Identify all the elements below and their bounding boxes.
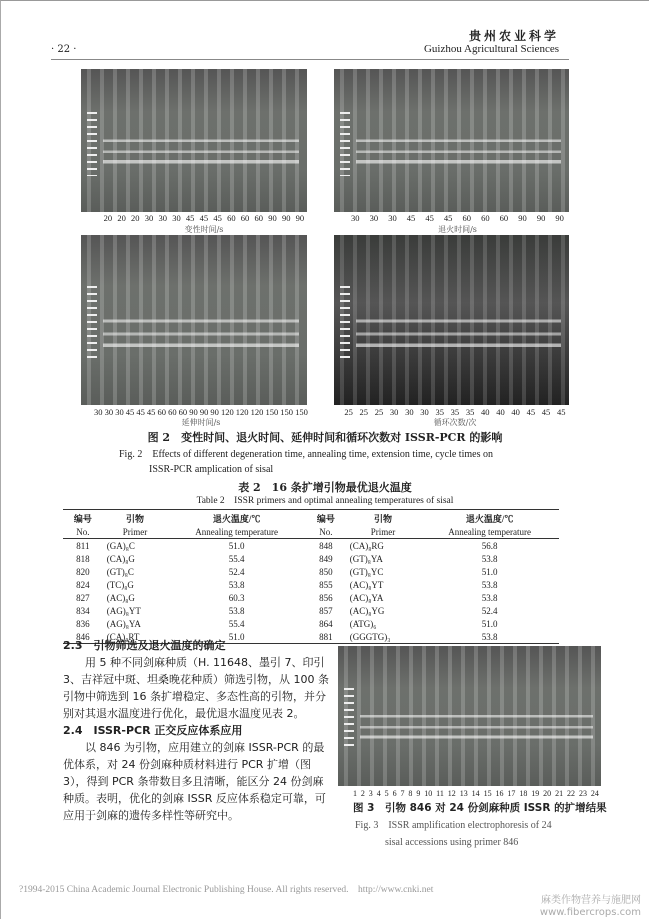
lane-label: 20 xyxy=(131,213,140,223)
lane-label: 90 xyxy=(281,213,291,223)
copyright-footer: ?1994-2015 China Academic Journal Electronic Publishing House. All rights reserved. http://www.cnki.net xyxy=(19,885,434,895)
section-2-4 xyxy=(63,722,333,824)
lane-label: 12 xyxy=(447,789,456,798)
lane-label: 40 xyxy=(481,407,490,417)
column-header-en: No. xyxy=(63,525,103,539)
lane-label: 60 xyxy=(254,213,264,223)
lane-label: 25 xyxy=(374,407,384,417)
lane-label: 150 xyxy=(295,407,308,417)
section-heading: 2.3 引物筛选及退火温度的确定 xyxy=(63,639,226,652)
lane-label: 7 xyxy=(400,789,405,798)
lane-label: 30 xyxy=(369,213,379,223)
lane-label: 45 xyxy=(146,407,156,417)
section-text: 以 846 为引物，应用建立的剑麻 ISSR-PCR 的最优体系，对 24 份剑麻种质材料进行 PCR 扩增（图 3），得到 PCR 条带数目多且清晰，能区分 24 份剑麻种质。表明，优化的剑麻 ISSR 反应体系稳定可靠，可应用于剑麻的遗传多样性等研究中。 xyxy=(63,741,326,822)
table-cell: 836 xyxy=(76,618,90,629)
lane-label: 60 xyxy=(462,213,471,223)
lane-labels xyxy=(101,213,307,223)
column-header-cn: 退火温度/℃ xyxy=(420,510,559,526)
lane-label: 8 xyxy=(408,789,413,798)
table-cell: 52.4 xyxy=(228,566,245,577)
fig3-caption-en: Fig. 3 ISSR amplification electrophoresis of 24 xyxy=(355,820,552,831)
table-cell: 881 xyxy=(306,630,346,644)
section-text: 用 5 种不同剑麻种质（H. 11648、墨引 7、印引 3、吉祥冠中斑、坦桑晚花种质）筛选引物，从 100 条引物中筛选到 16 条扩增稳定、多态性高的引物，并分别对其退水温度进行优化，最优退水温度见表 2。 xyxy=(63,656,329,720)
table-row xyxy=(63,578,559,591)
lane-label: 23 xyxy=(578,789,587,798)
axis-label: 变性时间/s xyxy=(184,225,224,234)
lane-label: 10 xyxy=(424,789,433,798)
lane-label: 30 xyxy=(172,213,181,223)
lane-label: 45 xyxy=(526,407,536,417)
table-cell: (GT)₈YA xyxy=(349,553,383,564)
lane-label: 17 xyxy=(507,789,516,798)
body-text xyxy=(63,637,333,824)
lane-label: 30 xyxy=(94,407,103,417)
table-cell: 55.4 xyxy=(228,618,245,629)
lane-label: 120 xyxy=(250,407,264,417)
table-cell: 855 xyxy=(319,579,333,590)
table-row xyxy=(63,604,559,617)
lane-label: 11 xyxy=(436,789,444,798)
lane-labels xyxy=(341,407,569,417)
lane-label: 1 xyxy=(352,789,357,798)
lane-label: 120 xyxy=(235,407,249,417)
lane-labels xyxy=(351,789,601,798)
lane-label: 60 xyxy=(178,407,188,417)
table-cell: 846 xyxy=(63,630,103,644)
lane-label: 4 xyxy=(376,789,381,798)
lane-label: 45 xyxy=(556,407,566,417)
gel-image-annealing xyxy=(334,69,569,212)
lane-label: 21 xyxy=(555,789,564,798)
journal-title-en: Guizhou Agricultural Sciences xyxy=(423,43,559,55)
lane-label: 3 xyxy=(368,789,373,798)
lane-label: 30 xyxy=(115,407,124,417)
table-cell: 53.8 xyxy=(481,579,498,590)
fig2-caption-cn: 图 2 变性时间、退火时间、延伸时间和循环次数对 ISSR-PCR 的影响 xyxy=(147,431,503,444)
lane-label: 14 xyxy=(471,789,480,798)
lane-label: 30 xyxy=(405,407,414,417)
lane-label: 5 xyxy=(384,789,389,798)
lane-label: 30 xyxy=(388,213,397,223)
table-cell: 53.8 xyxy=(228,605,245,616)
lane-label: 90 xyxy=(268,213,277,223)
lane-label: 120 xyxy=(220,407,234,417)
lane-label: 45 xyxy=(406,213,416,223)
lane-label: 20 xyxy=(103,213,113,223)
lane-label: 6 xyxy=(392,789,397,798)
table-cell: 52.4 xyxy=(481,605,498,616)
lane-label: 60 xyxy=(157,407,166,417)
lane-label: 20 xyxy=(117,213,126,223)
lane-labels xyxy=(93,407,309,417)
page-number: · 22 · xyxy=(51,44,77,55)
table-cell: 60.3 xyxy=(228,592,245,603)
lane-label: 45 xyxy=(185,213,195,223)
lane-label: 19 xyxy=(531,789,540,798)
table-cell: 849 xyxy=(319,553,333,564)
primer-table xyxy=(63,509,559,644)
lane-label: 16 xyxy=(495,789,504,798)
watermark-cn: 麻类作物营养与施肥网 xyxy=(541,895,641,906)
table-cell: 51.0 xyxy=(481,566,498,577)
lane-label: 30 xyxy=(389,407,399,417)
table-cell: 864 xyxy=(319,618,333,629)
table-cell: 824 xyxy=(76,579,90,590)
lane-label: 60 xyxy=(168,407,177,417)
lane-label: 24 xyxy=(590,789,599,798)
table-cell: (AG)₈YT xyxy=(106,605,141,616)
lane-label: 15 xyxy=(483,789,492,798)
column-header-en: Annealing temperature xyxy=(167,525,306,539)
lane-label: 90 xyxy=(189,407,198,417)
column-header-en: Annealing temperature xyxy=(420,525,559,539)
section-heading: 2.4 ISSR-PCR 正交反应体系应用 xyxy=(63,724,243,737)
table-cell: (CA)₈RT xyxy=(103,630,167,644)
gel-image-extension xyxy=(81,235,307,405)
table-cell: (AC)₈YA xyxy=(349,592,384,603)
fig3-caption-en-2: sisal accessions using primer 846 xyxy=(385,837,519,848)
table-cell: (GGGTG)₃ xyxy=(346,630,420,644)
table-cell: (AG)₈YA xyxy=(106,618,141,629)
table-cell: 857 xyxy=(319,605,333,616)
table-cell: 53.8 xyxy=(481,592,498,603)
lane-label: 90 xyxy=(536,213,546,223)
gel-image-cycles xyxy=(334,235,569,405)
lane-label: 60 xyxy=(499,213,509,223)
table-row xyxy=(63,565,559,578)
lane-label: 90 xyxy=(518,213,527,223)
table-cell: 820 xyxy=(76,566,90,577)
lane-label: 90 xyxy=(555,213,564,223)
table-cell: (AC)₈YT xyxy=(349,579,384,590)
gel-image-fig3 xyxy=(338,646,601,786)
table-cell: (ATG)₆ xyxy=(349,618,377,629)
table-cell: (TC)₈G xyxy=(106,579,134,590)
lane-label: 40 xyxy=(511,407,520,417)
lane-label: 60 xyxy=(227,213,236,223)
table-cell: 53.8 xyxy=(228,579,245,590)
lane-label: 45 xyxy=(443,213,453,223)
lane-label: 30 xyxy=(351,213,360,223)
lane-label: 13 xyxy=(459,789,468,798)
table-row xyxy=(63,591,559,604)
column-header-cn: 引物 xyxy=(346,510,420,526)
journal-title-cn: 贵州农业科学 xyxy=(468,29,559,43)
lane-label: 35 xyxy=(465,407,475,417)
table-cell: (AC)₈G xyxy=(106,592,135,603)
column-header-en: Primer xyxy=(346,525,420,539)
lane-label: 90 xyxy=(199,407,209,417)
table-cell: 56.8 xyxy=(481,540,498,551)
lane-label: 30 xyxy=(104,407,114,417)
table-cell: 53.8 xyxy=(481,553,498,564)
lane-label: 45 xyxy=(425,213,434,223)
lane-label: 30 xyxy=(158,213,167,223)
fig2-caption-en: Fig. 2 Effects of different degeneration time, annealing time, extension time, cycle times on xyxy=(119,449,493,460)
table-cell: 51.0 xyxy=(167,630,306,644)
lane-label: 60 xyxy=(240,213,250,223)
column-header-en: No. xyxy=(306,525,346,539)
table-cell: 53.8 xyxy=(420,630,559,644)
lane-label: 30 xyxy=(144,213,154,223)
axis-label: 循环次数/次 xyxy=(433,418,477,427)
lane-label: 25 xyxy=(359,407,369,417)
lane-label: 45 xyxy=(125,407,135,417)
lane-label: 150 xyxy=(280,407,294,417)
watermark xyxy=(540,895,641,919)
table-cell: (CA)₈G xyxy=(106,553,135,564)
lane-label: 150 xyxy=(265,407,279,417)
fig3-caption-cn: 图 3 引物 846 对 24 份剑麻种质 ISSR 的扩增结果 xyxy=(353,802,607,814)
lane-label: 2 xyxy=(360,789,365,798)
axis-label: 退火时间/s xyxy=(438,225,477,234)
table-row xyxy=(63,552,559,565)
table2-title-cn: 表 2 16 条扩增引物最优退火温度 xyxy=(238,481,412,494)
lane-label: 25 xyxy=(344,407,353,417)
lane-label: 35 xyxy=(435,407,444,417)
axis-label: 延伸时间/s xyxy=(181,418,221,427)
table-cell: 51.0 xyxy=(481,618,498,629)
column-header-en: Primer xyxy=(103,525,167,539)
lane-labels xyxy=(346,213,569,223)
lane-label: 45 xyxy=(213,213,222,223)
table-row xyxy=(63,617,559,630)
lane-label: 18 xyxy=(519,789,528,798)
table-cell: 848 xyxy=(319,540,333,551)
lane-label: 90 xyxy=(295,213,305,223)
table-cell: 811 xyxy=(76,540,90,551)
column-header-cn: 退火温度/℃ xyxy=(167,510,306,526)
lane-label: 9 xyxy=(416,789,421,798)
fig2-caption-en-2: ISSR-PCR amplication of sisal xyxy=(149,464,274,475)
table-cell: 827 xyxy=(76,592,90,603)
watermark-url: www.fibercrops.com xyxy=(539,907,641,918)
section-2-3 xyxy=(63,637,333,722)
column-header-cn: 编号 xyxy=(306,510,346,526)
table-cell: (GT)₈YC xyxy=(349,566,384,577)
lane-label: 35 xyxy=(450,407,460,417)
gel-image-denaturation xyxy=(81,69,307,212)
table-cell: 856 xyxy=(319,592,333,603)
lane-label: 90 xyxy=(210,407,219,417)
table-row xyxy=(63,539,559,553)
table-cell: 834 xyxy=(76,605,90,616)
lane-label: 45 xyxy=(199,213,209,223)
lane-label: 30 xyxy=(420,407,429,417)
column-header-cn: 引物 xyxy=(103,510,167,526)
lane-label: 45 xyxy=(541,407,551,417)
table-cell: 55.4 xyxy=(228,553,245,564)
lane-label: 45 xyxy=(136,407,145,417)
table2-title-en: Table 2 ISSR primers and optimal annealing temperatures of sisal xyxy=(196,496,454,506)
table-cell: (CA)₈RG xyxy=(349,540,384,551)
table-cell: (GA)₈C xyxy=(106,540,135,551)
table-cell: 850 xyxy=(319,566,333,577)
table-cell: 51.0 xyxy=(228,540,245,551)
header-rule xyxy=(51,59,569,60)
column-header-cn: 编号 xyxy=(63,510,103,526)
lane-label: 22 xyxy=(567,789,576,798)
lane-label: 60 xyxy=(481,213,490,223)
table-cell: (AC)₈YG xyxy=(349,605,385,616)
lane-label: 20 xyxy=(543,789,552,798)
table-cell: 818 xyxy=(76,553,90,564)
lane-label: 40 xyxy=(496,407,505,417)
table-cell: (GT)₈C xyxy=(106,566,134,577)
